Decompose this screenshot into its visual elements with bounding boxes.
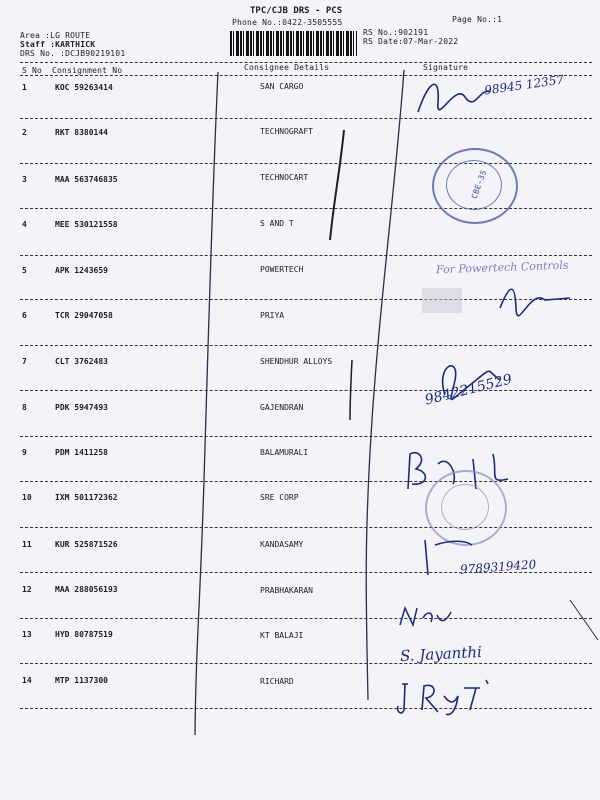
row-consignee: PRIYA — [260, 311, 285, 320]
row-divider — [20, 345, 592, 346]
row-consignment: MAA 288056193 — [55, 585, 118, 594]
row-divider — [20, 436, 592, 437]
signature-13-name: S. Jayanthi — [399, 642, 483, 666]
row-divider — [20, 299, 592, 300]
column-sno: S No — [22, 66, 43, 75]
row-sno: 4 — [22, 220, 27, 229]
row-consignment: IXM 501172362 — [55, 493, 118, 502]
row-consignment: HYD 80787519 — [55, 630, 113, 639]
row-consignment: CLT 3762483 — [55, 357, 108, 366]
row-sno: 6 — [22, 311, 27, 320]
row-consignee: KT BALAJI — [260, 631, 304, 640]
row-divider — [20, 708, 592, 709]
row-sno: 11 — [22, 540, 32, 549]
row-consignee: RICHARD — [260, 677, 294, 686]
row-sno: 10 — [22, 493, 32, 502]
row-divider — [20, 390, 592, 391]
row-consignee: POWERTECH — [260, 265, 304, 274]
company-stamp-1 — [432, 148, 518, 224]
column-consignee: Consignee Details — [244, 63, 330, 72]
row-divider — [20, 527, 592, 528]
row-consignment: KUR 525871526 — [55, 540, 118, 549]
phone-number: Phone No.:0422-3505555 — [232, 18, 343, 27]
signature-5 — [420, 278, 590, 318]
signature-1 — [410, 72, 520, 122]
signature-1-phone: 98945 12357 — [483, 72, 565, 98]
staff-name: Staff :KARTHICK — [20, 40, 96, 49]
row-consignee: TECHNOGRAFT — [260, 127, 313, 136]
row-consignment: TCR 29047058 — [55, 311, 113, 320]
row-sno: 1 — [22, 83, 27, 92]
signature-12 — [395, 600, 455, 630]
area-route: Area :LG ROUTE — [20, 31, 91, 40]
signature-14 — [392, 676, 502, 720]
row-divider — [20, 208, 592, 209]
row-divider — [20, 481, 592, 482]
powertech-stamp: For Powertech Controls — [435, 258, 569, 277]
row-divider — [20, 163, 592, 164]
barcode — [230, 31, 357, 56]
column-signature: Signature — [423, 63, 469, 72]
row-sno: 3 — [22, 175, 27, 184]
rs-number: RS No.:902191 — [363, 28, 429, 37]
document-title: TPC/CJB DRS - PCS — [250, 6, 343, 16]
row-sno: 9 — [22, 448, 27, 457]
row-consignee: SHENDHUR ALLOYS — [260, 357, 333, 366]
row-consignment: MTP 1137300 — [55, 676, 108, 685]
column-consignment: Consignment No — [52, 66, 123, 75]
row-sno: 5 — [22, 266, 27, 275]
row-consignee: S AND T — [260, 219, 294, 228]
row-consignee: SAN CARGO — [260, 82, 304, 91]
signature-11-phone: 9789319420 — [459, 557, 537, 577]
row-sno: 2 — [22, 128, 27, 137]
row-consignment: PDM 1411258 — [55, 448, 108, 457]
row-consignment: KOC 59263414 — [55, 83, 113, 92]
row-sno: 7 — [22, 357, 27, 366]
row-divider — [20, 255, 592, 256]
row-divider — [20, 663, 592, 664]
page-number: Page No.:1 — [452, 15, 503, 24]
row-consignment: MAA 563746835 — [55, 175, 118, 184]
stamp-1-code: CBE-35 — [469, 168, 489, 201]
row-consignee: TECHNOCART — [260, 173, 309, 182]
row-consignee: GAJENDRAN — [260, 403, 304, 412]
rs-date: RS Date:07-Mar-2022 — [363, 37, 459, 46]
row-sno: 14 — [22, 676, 32, 685]
row-consignment: RKT 8380144 — [55, 128, 108, 137]
signature-9 — [398, 444, 528, 499]
header-divider-bottom — [20, 75, 592, 76]
row-sno: 12 — [22, 585, 32, 594]
row-divider — [20, 618, 592, 619]
drs-number: DRS No. :DCJB90219101 — [20, 49, 126, 58]
row-consignment: PDK 5947493 — [55, 403, 108, 412]
row-consignee: PRABHAKARAN — [260, 586, 313, 595]
row-consignee: BALAMURALI — [260, 448, 309, 457]
row-sno: 8 — [22, 403, 27, 412]
row-consignment: MEE 530121558 — [55, 220, 118, 229]
row-consignee: KANDASAMY — [260, 540, 304, 549]
signature-7-phone: 9842215529 — [423, 371, 514, 409]
row-consignment: APK 1243659 — [55, 266, 108, 275]
row-divider — [20, 118, 592, 119]
row-consignee: SRE CORP — [260, 493, 299, 502]
row-sno: 13 — [22, 630, 32, 639]
